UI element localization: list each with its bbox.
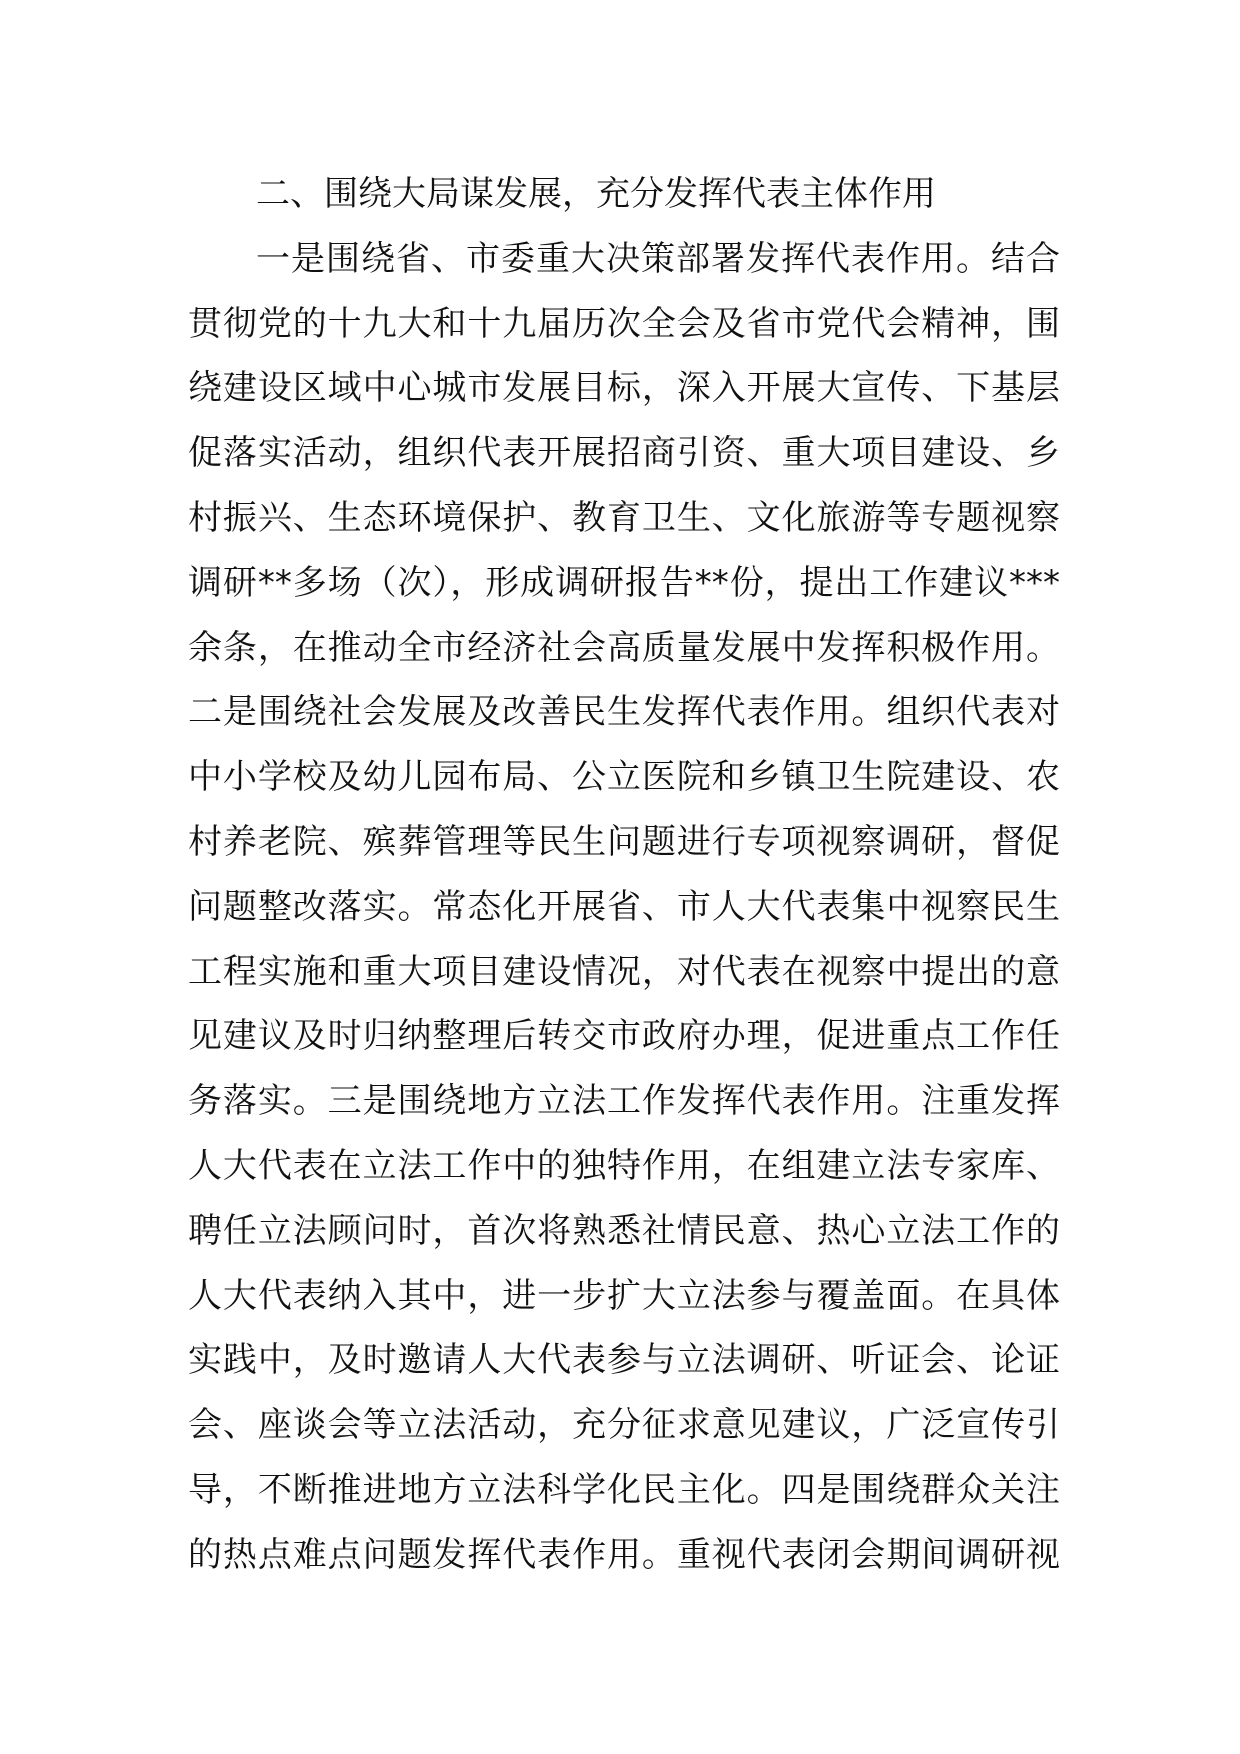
paragraph-line: 村振兴、生态环境保护、教育卫生、文化旅游等专题视察 [188,497,1060,538]
paragraph-line: 绕建设区域中心城市发展目标，深入开展大宣传、下基层 [188,368,1060,409]
paragraph-line: 一是围绕省、市委重大决策部署发挥代表作用。结合 [256,238,1060,279]
paragraph-line: 余条，在推动全市经济社会高质量发展中发挥积极作用。 [188,627,1060,668]
paragraph-line: 导，不断推进地方立法科学化民主化。四是围绕群众关注 [188,1469,1060,1510]
paragraph-line: 人大代表在立法工作中的独特作用，在组建立法专家库、 [188,1145,1060,1186]
paragraph-line: 中小学校及幼儿园布局、公立医院和乡镇卫生院建设、农 [188,757,1060,798]
paragraph-line: 的热点难点问题发挥代表作用。重视代表闭会期间调研视 [188,1534,1060,1575]
paragraph-line: 聘任立法顾问时，首次将熟悉社情民意、热心立法工作的 [188,1210,1060,1251]
paragraph-line: 实践中，及时邀请人大代表参与立法调研、听证会、论证 [188,1340,1060,1381]
document-body [188,162,1060,1588]
paragraph-line: 人大代表纳入其中，进一步扩大立法参与覆盖面。在具体 [188,1275,1060,1316]
paragraph-line: 问题整改落实。常态化开展省、市人大代表集中视察民生 [188,886,1060,927]
section-heading: 二、围绕大局谋发展，充分发挥代表主体作用 [256,174,936,214]
paragraph-line: 贯彻党的十九大和十九届历次全会及省市党代会精神，围 [188,303,1060,344]
paragraph-line: 二是围绕社会发展及改善民生发挥代表作用。组织代表对 [188,692,1060,733]
paragraph-line: 务落实。三是围绕地方立法工作发挥代表作用。注重发挥 [188,1081,1060,1122]
paragraph-line: 会、座谈会等立法活动，充分征求意见建议，广泛宣传引 [188,1405,1060,1446]
paragraph-line: 村养老院、殡葬管理等民生问题进行专项视察调研，督促 [188,821,1060,862]
paragraph-line: 工程实施和重大项目建设情况，对代表在视察中提出的意 [188,951,1060,992]
paragraph-line: 调研**多场（次），形成调研报告**份，提出工作建议*** [188,562,1060,603]
paragraph-line: 促落实活动，组织代表开展招商引资、重大项目建设、乡 [188,433,1060,474]
paragraph-line: 见建议及时归纳整理后转交市政府办理，促进重点工作任 [188,1016,1060,1057]
